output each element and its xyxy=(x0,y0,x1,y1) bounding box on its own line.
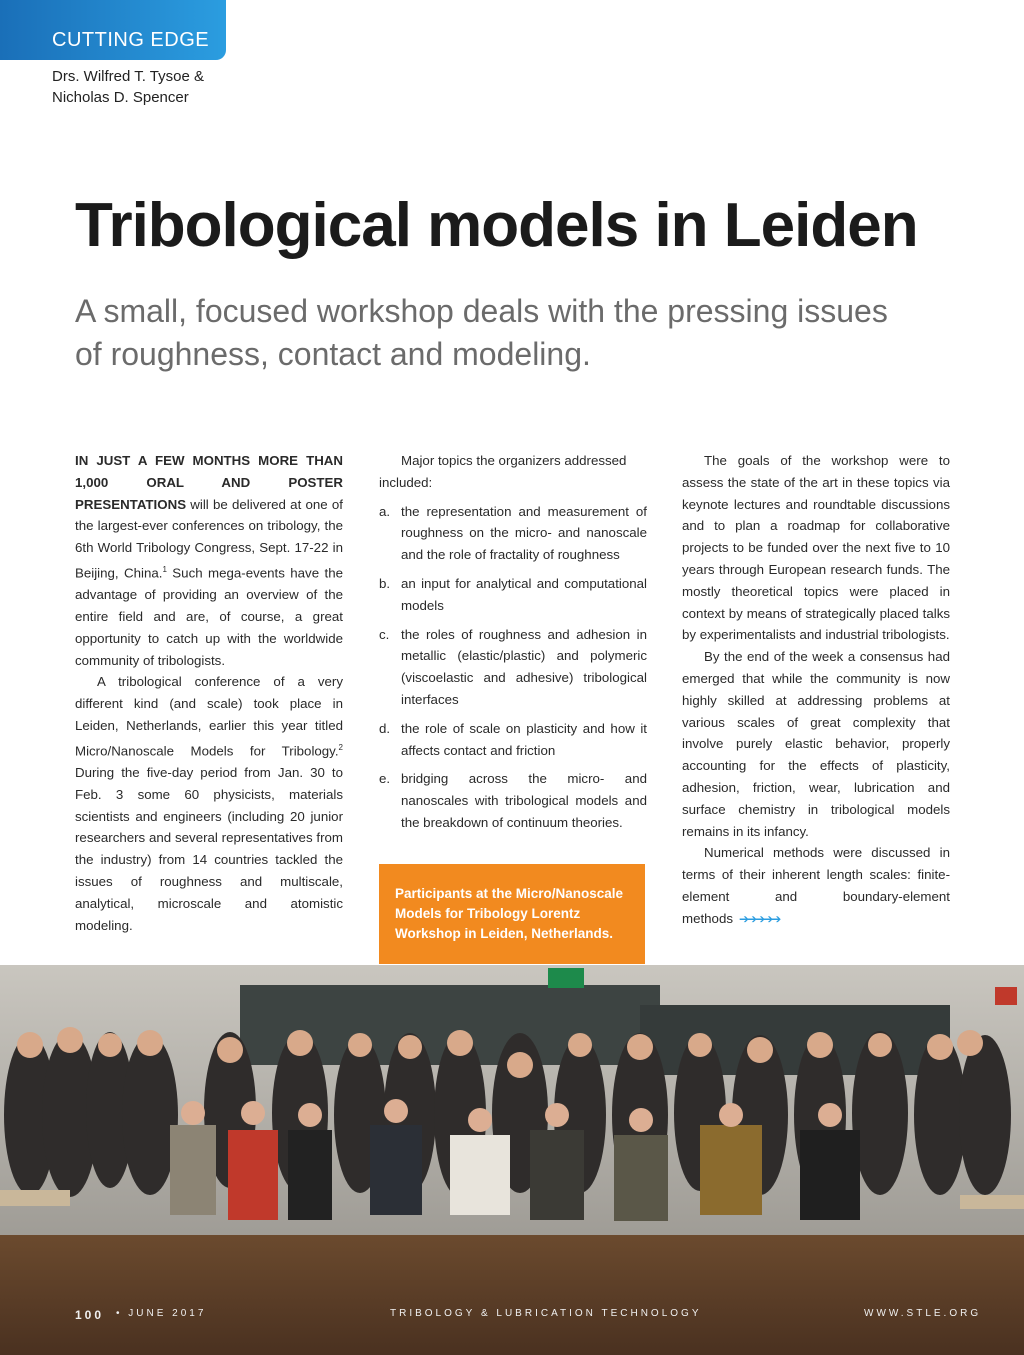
paragraph: The goals of the workshop were to assess the state of the art in these topics via keynote lectures and roundtable discussions and to plan a roadmap for collaborative projects to be funded over the next five to 10 years through European research funds. The mostly theoretical topics were placed in context by means of strategically placed talks by experimentalists and industrial tribologists. xyxy=(682,453,950,643)
paragraph: A tribological conference of a very different kind (and scale) took place in Leiden, Netherlands, earlier this year titled Micro/Nanoscale Models for Tribology.$^2$ During the five-day period from Jan. 30 to Feb. 3 some 60 physicists, materials scientists and engineers (including 20 junior researchers and several representatives from the industry) from 14 countries tackled the issues of roughness and multiscale, analytical, microscale and atomistic modeling. xyxy=(75,674,343,933)
paragraph: IN JUST A FEW MONTHS MORE THAN 1,000 ORAL AND POSTER PRESENTATIONS will be delivered at one of the largest-ever conferences on tribology, the 6th World Tribology Congress, Sept. 17-22 in Beijing, China.$^1$ Such mega-events have the advantage of providing an overview of the entire field and are, of course, a great opportunity to catch up with the worldwide community of tribologists. xyxy=(75,453,343,668)
group-photo xyxy=(0,965,1024,1355)
byline xyxy=(52,66,204,108)
list-item: d. the role of scale on plasticity and how it affects contact and friction xyxy=(379,718,647,762)
author-line-1: Drs. Wilfred T. Tysoe & xyxy=(52,68,204,85)
list-item: e. bridging across the micro- and nanoscales with tribological models and the breakdown of continuum theories. xyxy=(379,768,647,833)
footnote-ref: 2 xyxy=(338,742,343,752)
list-item: b. an input for analytical and computational models xyxy=(379,573,647,617)
column-3 xyxy=(682,450,950,931)
continued-arrows-icon: ➔➔➔➔➔ xyxy=(739,911,780,926)
list-marker: e. xyxy=(379,771,391,787)
lead-in: IN JUST A FEW MONTHS MORE THAN 1,000 ORAL AND POSTER PRESENTATIONS xyxy=(75,453,343,512)
column-2 xyxy=(379,450,647,834)
page-number: 100 xyxy=(75,1308,105,1322)
topics-intro: Major topics the organizers addressed included: xyxy=(379,453,627,490)
magazine-name: TRIBOLOGY & LUBRICATION TECHNOLOGY xyxy=(390,1308,702,1319)
list-marker: d. xyxy=(379,720,391,736)
author-line-2: Nicholas D. Spencer xyxy=(52,89,189,106)
website: WWW.STLE.ORG xyxy=(864,1308,982,1319)
topics-list xyxy=(379,501,647,834)
list-marker: a. xyxy=(379,503,391,519)
issue-date: • JUNE 2017 xyxy=(116,1308,207,1319)
article-deck: A small, focused workshop deals with the pressing issues of roughness, contact and modeling. xyxy=(75,293,888,372)
paragraph: Numerical methods were discussed in terms of their inherent length scales: finite-element and boundary-element methods ➔➔➔➔➔ xyxy=(682,845,950,926)
article-headline: Tribological models in Leiden xyxy=(75,191,918,260)
list-marker: c. xyxy=(379,626,390,642)
list-marker: b. xyxy=(379,575,391,591)
footnote-ref: 1 xyxy=(162,564,167,574)
list-item: c. the roles of roughness and adhesion in metallic (elastic/plastic) and polymeric (viscoelastic and adhesive) tribological interfaces xyxy=(379,624,647,711)
paragraph: By the end of the week a consensus had emerged that while the community is now highly skilled at addressing problems at various scales of great complexity that involve purely elastic behavior, properly accounting for the effects of plasticity, adhesion, friction, wear, lubrication and surface chemistry in tribological models remains in its infancy. xyxy=(682,649,950,839)
photo-caption: Participants at the Micro/Nanoscale Models for Tribology Lorentz Workshop in Leiden, Netherlands. xyxy=(379,864,645,964)
list-item: a. the representation and measurement of roughness on the micro- and nanoscale and the role of fractality of roughness xyxy=(379,501,647,566)
column-1 xyxy=(75,450,343,936)
section-tab xyxy=(0,0,226,60)
section-label: CUTTING EDGE xyxy=(52,29,210,51)
